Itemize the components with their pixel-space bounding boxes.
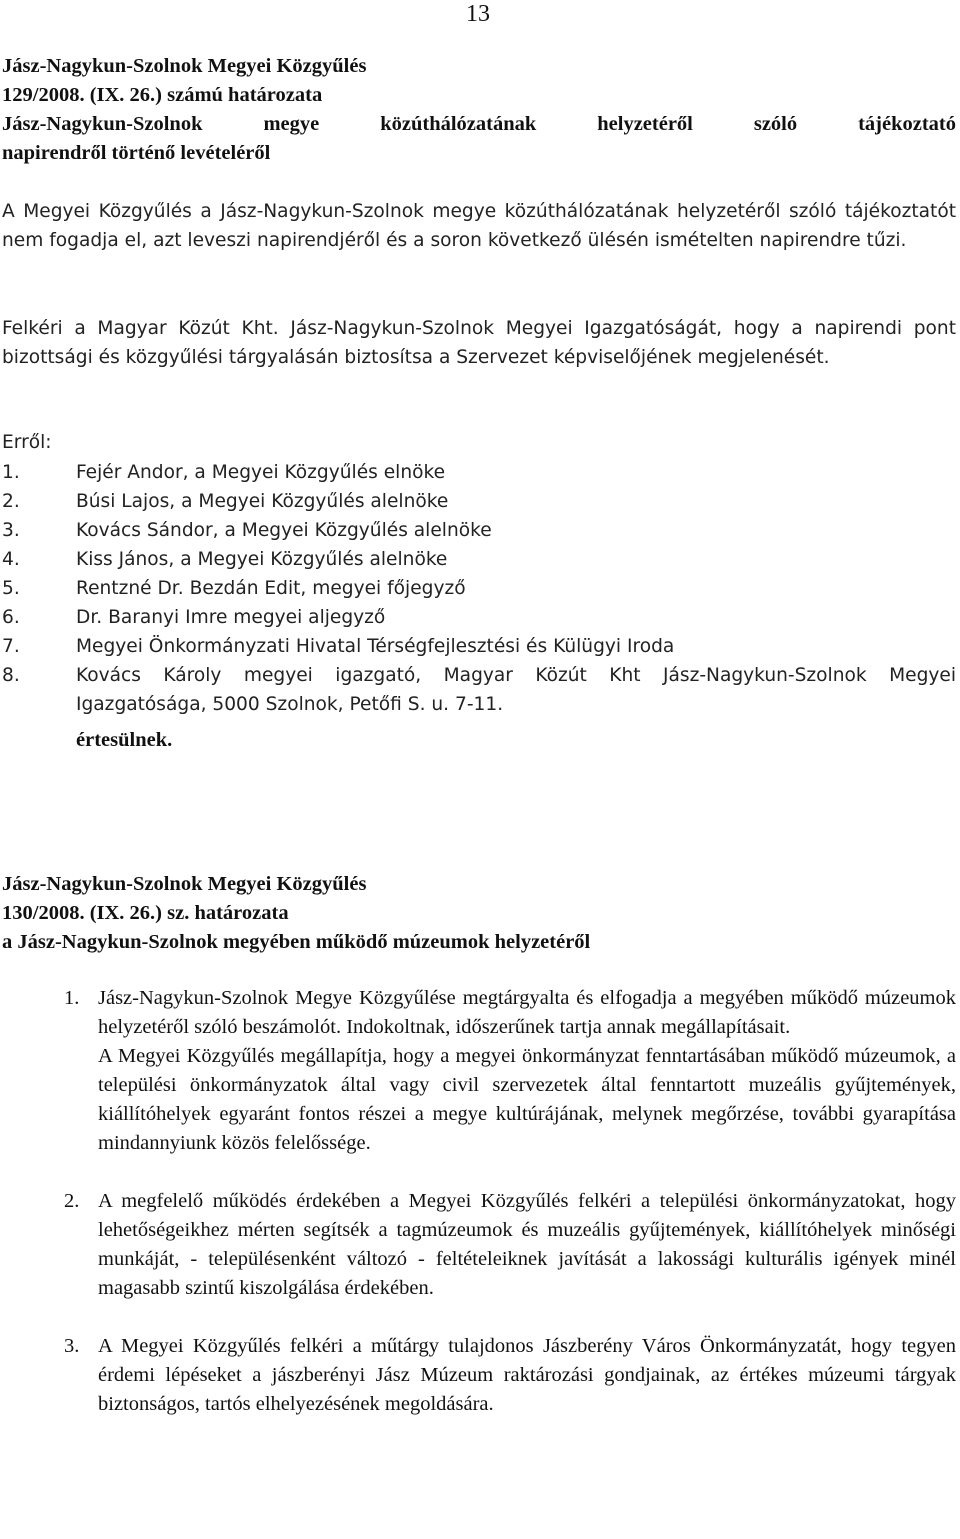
- resolution-130-items: [2, 984, 956, 1419]
- heading-assembly: Jász-Nagykun-Szolnok Megyei Közgyűlés: [2, 873, 367, 895]
- heading-subject: a Jász-Nagykun-Szolnok megyében működő múzeumok helyzetéről: [2, 931, 591, 953]
- list-item: [2, 1332, 956, 1419]
- list-item: 7. Megyei Önkormányzati Hivatal Térségfejlesztési és Külügyi Iroda: [2, 636, 675, 657]
- list-item: 3. Kovács Sándor, a Megyei Közgyűlés alelnöke: [2, 520, 492, 541]
- item-paragraph: A megfelelő működés érdekében a Megyei Közgyűlés felkéri a települési önkormányzatokat, hogy lehetőségeikhez mérten segítsék a tagmúzeumok és muzeális gyűjtemények, kiállítóhelyek minőségi munkáját, - településenként változó - feltételeiknek javítását a lakossági kulturális igények minél magasabb szintű kiszolgálása érdekében.: [98, 1190, 956, 1299]
- list-item: 1. Fejér Andor, a Megyei Közgyűlés elnöke: [2, 462, 446, 483]
- list-item: [2, 984, 956, 1158]
- item-number: 2.: [64, 1190, 80, 1212]
- item-number: 3.: [64, 1335, 80, 1357]
- list-item: 5. Rentzné Dr. Bezdán Edit, megyei főjegyző: [2, 578, 466, 599]
- heading-subject-line1: Jász-Nagykun-Szolnok megye közúthálózatának helyzetéről szóló tájékoztató: [2, 113, 956, 135]
- errol-label: Erről:: [2, 432, 52, 453]
- item-paragraph: A Megyei Közgyűlés felkéri a műtárgy tulajdonos Jászberény Város Önkormányzatát, hogy tegyen érdemi lépéseket a jászberényi Jász Múzeum raktározási gondjainak, az értékes múzeumi tárgyak biztonságos, tartós elhelyezésének megoldására.: [98, 1335, 956, 1415]
- list-item: [2, 1187, 956, 1303]
- list-item: 2. Búsi Lajos, a Megyei Közgyűlés alelnöke: [2, 491, 449, 512]
- list-item: 4. Kiss János, a Megyei Közgyűlés alelnöke: [2, 549, 448, 570]
- resolution-129-heading: [2, 52, 956, 168]
- item-paragraph: A Megyei Közgyűlés megállapítja, hogy a megyei önkormányzat fenntartásában működő múzeumok, a települési önkormányzatok által vagy civil szervezetek által fenntartott muzeális gyűjtemények, kiállítóhelyek egyaránt fontos részei a megye kultúrájának, melynek megőrzése, további gyarapítása mindannyiunk közös felelőssége.: [98, 1045, 956, 1154]
- list-item: 8. Kovács Károly megyei igazgató, Magyar Közút Kht Jász-Nagykun-Szolnok Megyei Igazgatósága, 5000 Szolnok, Petőfi S. u. 7-11.: [2, 665, 956, 715]
- item-number: 1.: [64, 987, 80, 1009]
- page-number: 13: [466, 1, 490, 27]
- heading-assembly: Jász-Nagykun-Szolnok Megyei Közgyűlés: [2, 55, 367, 77]
- resolution-130-heading: [2, 870, 956, 957]
- item-paragraph: Jász-Nagykun-Szolnok Megye Közgyűlése megtárgyalta és elfogadja a megyében működő múzeumok helyzetéről szóló beszámolót. Indokoltnak, időszerűnek tartja annak megállapításait.: [98, 987, 956, 1038]
- resolution-129-paragraph-1: A Megyei Közgyűlés a Jász-Nagykun-Szolnok megye közúthálózatának helyzetéről szóló tájékoztatót nem fogadja el, azt leveszi napirendjéről és a soron következő ülésén ismételten napirendre tűzi.: [2, 201, 956, 251]
- heading-resolution-number: 129/2008. (IX. 26.) számú határozata: [2, 84, 323, 106]
- list-item: 6. Dr. Baranyi Imre megyei aljegyző: [2, 607, 386, 628]
- resolution-129-paragraph-2: Felkéri a Magyar Közút Kht. Jász-Nagykun-Szolnok Megyei Igazgatóságát, hogy a napirendi pont bizottsági és közgyűlési tárgyalásán biztosítsa a Szervezet képviselőjének megjelenését.: [2, 318, 956, 368]
- heading-resolution-number: 130/2008. (IX. 26.) sz. határozata: [2, 902, 289, 924]
- heading-subject-line2: napirendről történő levételéről: [2, 142, 271, 164]
- notified-label: értesülnek.: [76, 729, 173, 751]
- recipient-list: [2, 458, 956, 719]
